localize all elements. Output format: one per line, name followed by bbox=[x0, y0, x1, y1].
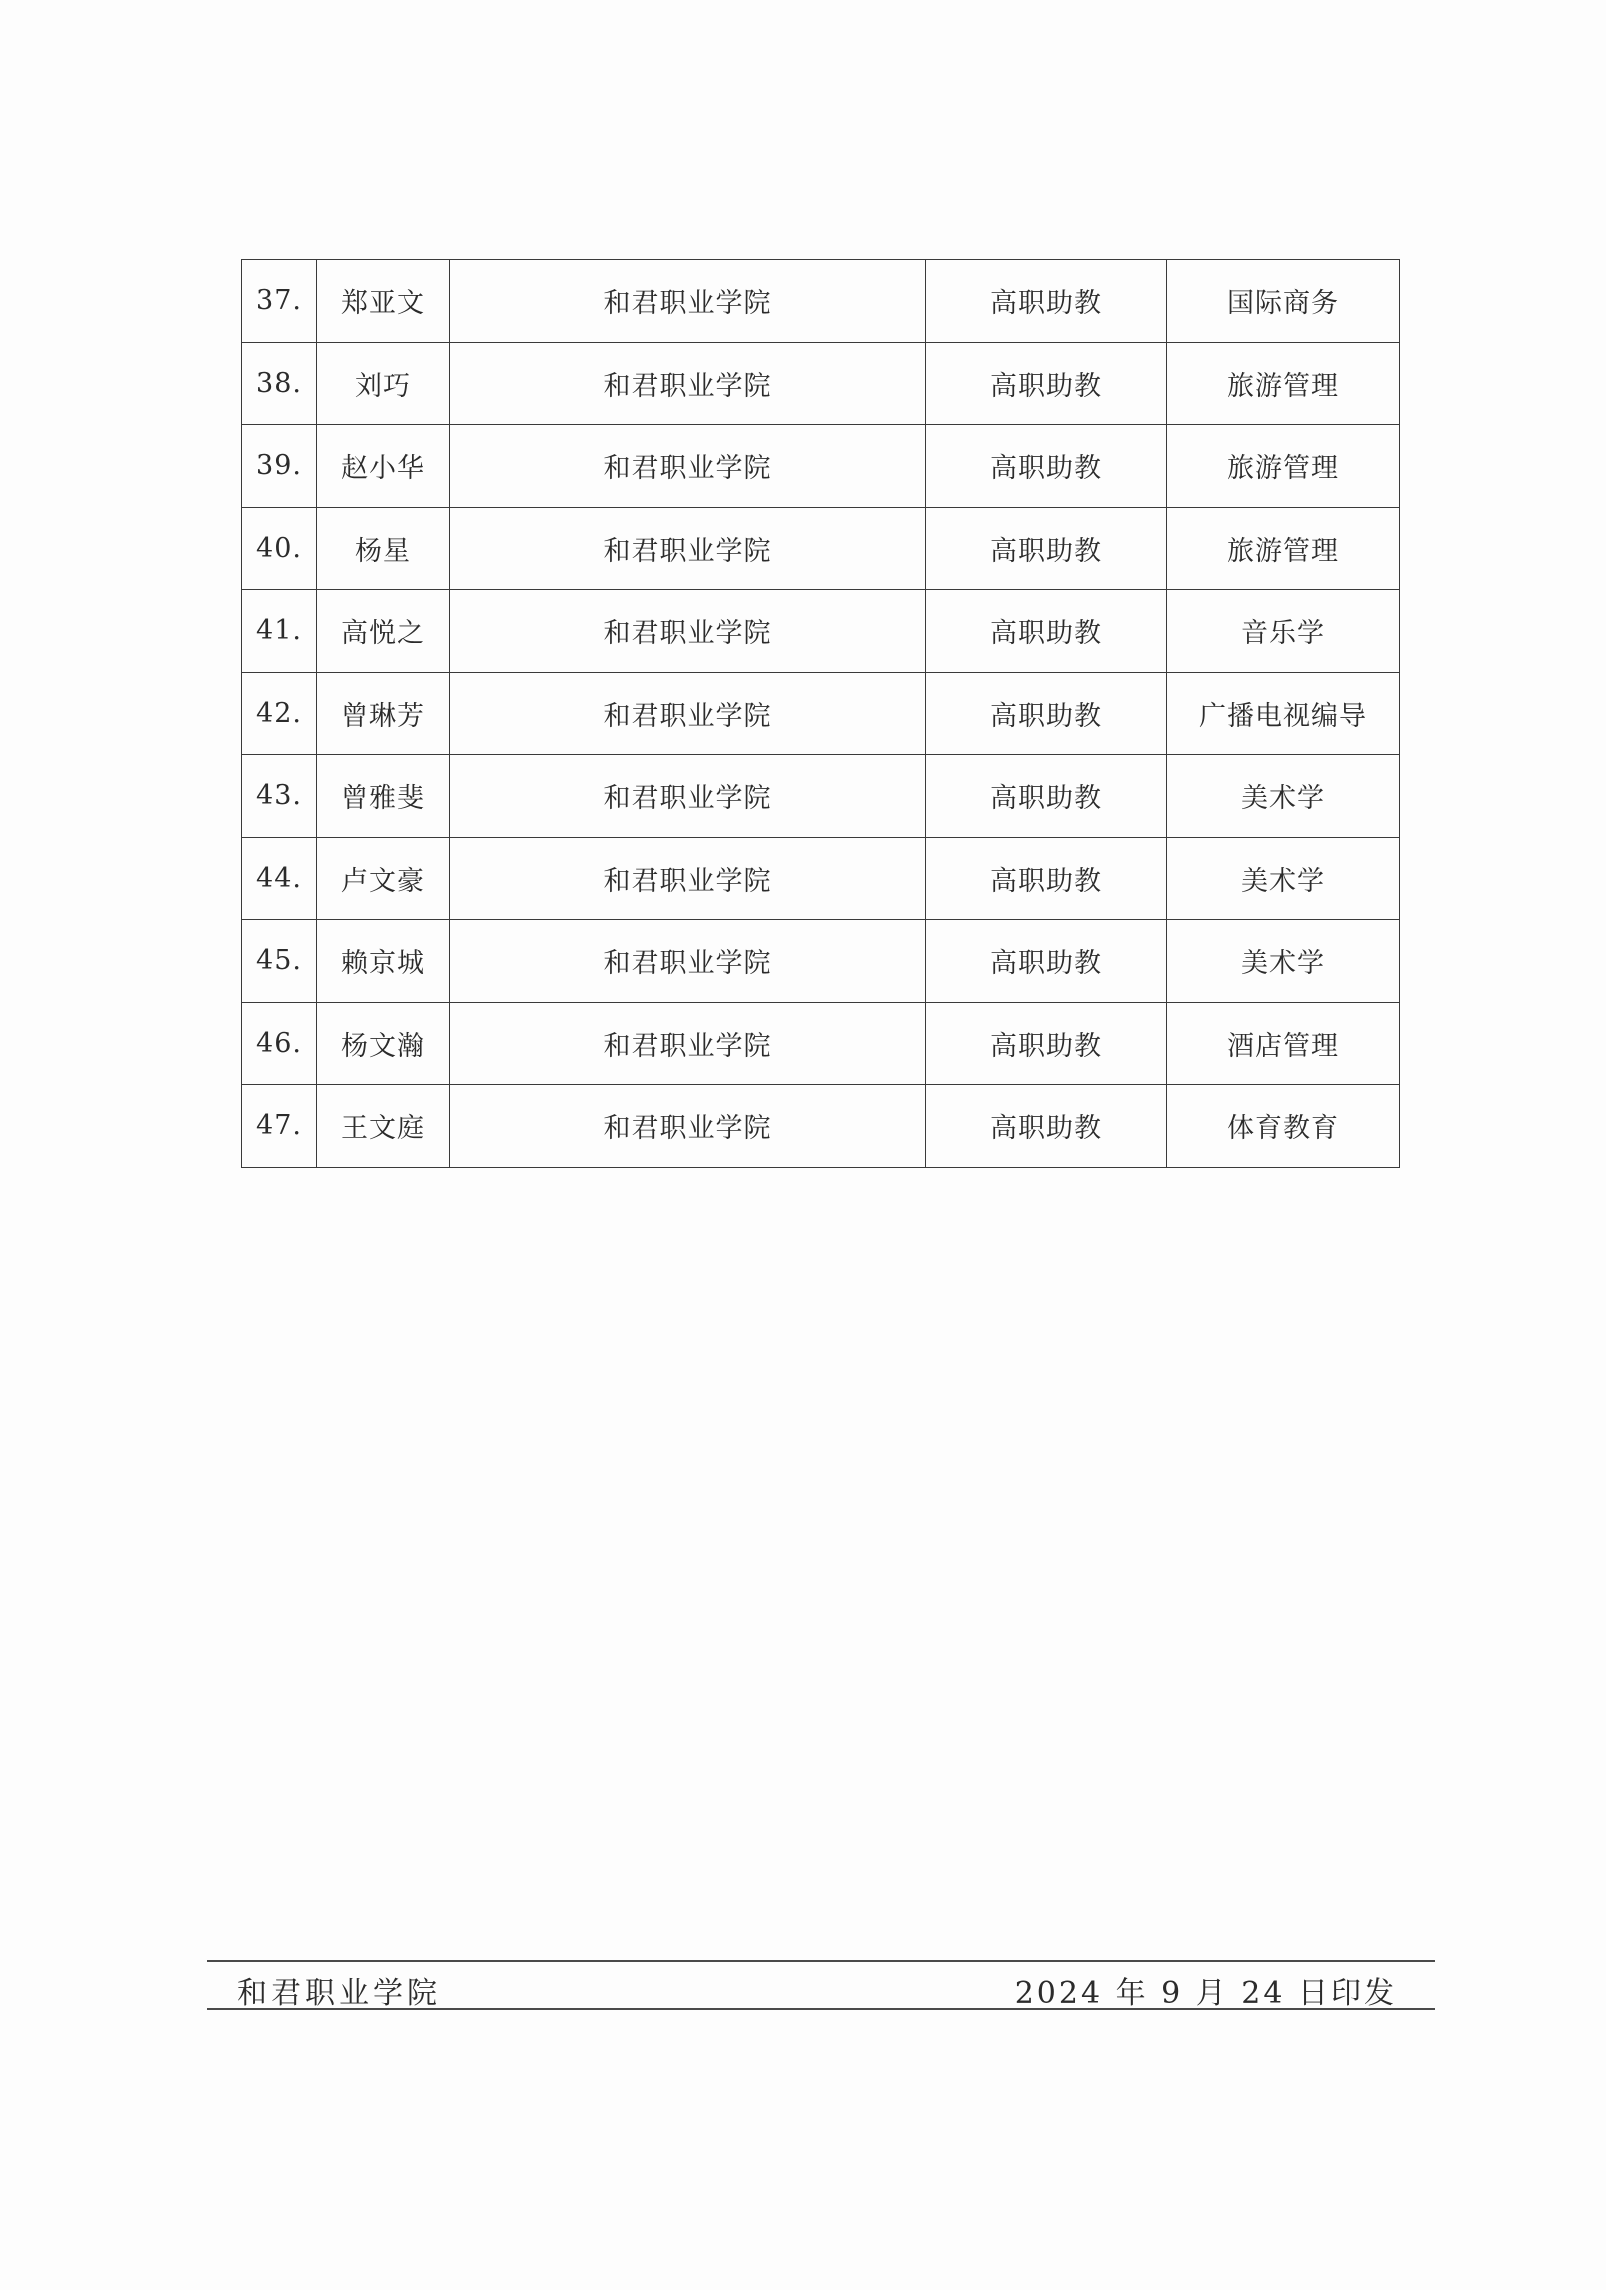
job-title: 高职助教 bbox=[926, 920, 1167, 1003]
person-name: 王文庭 bbox=[317, 1085, 450, 1168]
issuer-name: 和君职业学院 bbox=[237, 1976, 441, 2011]
school-name: 和君职业学院 bbox=[450, 425, 926, 508]
school-name: 和君职业学院 bbox=[450, 920, 926, 1003]
school-name: 和君职业学院 bbox=[450, 507, 926, 590]
major: 美术学 bbox=[1167, 920, 1400, 1003]
major: 美术学 bbox=[1167, 837, 1400, 920]
table-row bbox=[242, 1085, 1400, 1168]
major: 国际商务 bbox=[1167, 260, 1400, 343]
major: 体育教育 bbox=[1167, 1085, 1400, 1168]
person-name: 杨星 bbox=[317, 507, 450, 590]
person-name: 曾雅斐 bbox=[317, 755, 450, 838]
person-name: 郑亚文 bbox=[317, 260, 450, 343]
row-number: 41. bbox=[242, 590, 317, 673]
job-title: 高职助教 bbox=[926, 672, 1167, 755]
table-row bbox=[242, 590, 1400, 673]
personnel-table bbox=[241, 259, 1400, 1168]
school-name: 和君职业学院 bbox=[450, 1085, 926, 1168]
table-row bbox=[242, 425, 1400, 508]
major: 美术学 bbox=[1167, 755, 1400, 838]
job-title: 高职助教 bbox=[926, 260, 1167, 343]
row-number: 44. bbox=[242, 837, 317, 920]
person-name: 赖京城 bbox=[317, 920, 450, 1003]
job-title: 高职助教 bbox=[926, 590, 1167, 673]
table-row bbox=[242, 920, 1400, 1003]
school-name: 和君职业学院 bbox=[450, 260, 926, 343]
major: 旅游管理 bbox=[1167, 342, 1400, 425]
school-name: 和君职业学院 bbox=[450, 590, 926, 673]
row-number: 39. bbox=[242, 425, 317, 508]
job-title: 高职助教 bbox=[926, 1002, 1167, 1085]
table-row bbox=[242, 260, 1400, 343]
person-name: 卢文豪 bbox=[317, 837, 450, 920]
school-name: 和君职业学院 bbox=[450, 1002, 926, 1085]
person-name: 赵小华 bbox=[317, 425, 450, 508]
table-row bbox=[242, 837, 1400, 920]
major: 旅游管理 bbox=[1167, 507, 1400, 590]
row-number: 38. bbox=[242, 342, 317, 425]
person-name: 刘巧 bbox=[317, 342, 450, 425]
school-name: 和君职业学院 bbox=[450, 342, 926, 425]
row-number: 40. bbox=[242, 507, 317, 590]
row-number: 37. bbox=[242, 260, 317, 343]
person-name: 曾琳芳 bbox=[317, 672, 450, 755]
job-title: 高职助教 bbox=[926, 837, 1167, 920]
person-name: 高悦之 bbox=[317, 590, 450, 673]
school-name: 和君职业学院 bbox=[450, 837, 926, 920]
issuance-footer bbox=[207, 1960, 1435, 2010]
job-title: 高职助教 bbox=[926, 507, 1167, 590]
table-row bbox=[242, 672, 1400, 755]
row-number: 42. bbox=[242, 672, 317, 755]
row-number: 43. bbox=[242, 755, 317, 838]
major: 音乐学 bbox=[1167, 590, 1400, 673]
table-row bbox=[242, 507, 1400, 590]
school-name: 和君职业学院 bbox=[450, 672, 926, 755]
job-title: 高职助教 bbox=[926, 425, 1167, 508]
table-row bbox=[242, 1002, 1400, 1085]
major: 旅游管理 bbox=[1167, 425, 1400, 508]
row-number: 47. bbox=[242, 1085, 317, 1168]
job-title: 高职助教 bbox=[926, 342, 1167, 425]
job-title: 高职助教 bbox=[926, 1085, 1167, 1168]
job-title: 高职助教 bbox=[926, 755, 1167, 838]
major: 酒店管理 bbox=[1167, 1002, 1400, 1085]
row-number: 45. bbox=[242, 920, 317, 1003]
issue-date: 2024 年 9 月 24 日印发 bbox=[1014, 1976, 1397, 2011]
table-row bbox=[242, 755, 1400, 838]
major: 广播电视编导 bbox=[1167, 672, 1400, 755]
table-row bbox=[242, 342, 1400, 425]
school-name: 和君职业学院 bbox=[450, 755, 926, 838]
row-number: 46. bbox=[242, 1002, 317, 1085]
person-name: 杨文瀚 bbox=[317, 1002, 450, 1085]
